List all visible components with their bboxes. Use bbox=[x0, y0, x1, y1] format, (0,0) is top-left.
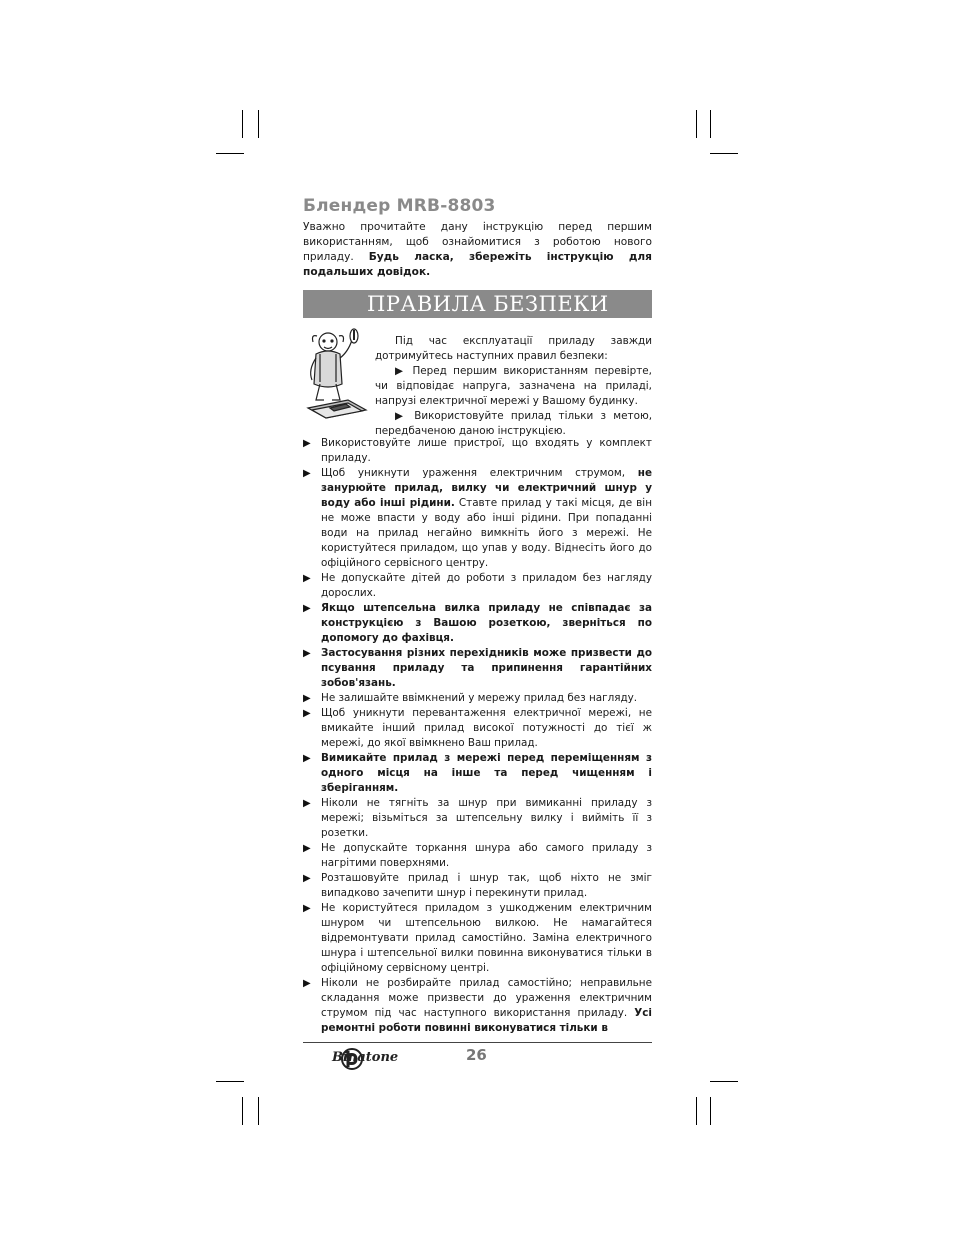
triangle-right-icon: ▶ bbox=[303, 693, 311, 704]
triangle-right-icon: ▶ bbox=[303, 798, 311, 809]
list-item: ▶ Ніколи не тягніть за шнур при вимиканні приладу з мережі; візьміться за штепсельну вилку і вийміть її з розетки. bbox=[303, 797, 652, 839]
list-item: ▶ Застосування різних перехідників може призвести до псування приладу та припинення гарантійних зобов'язань. bbox=[303, 647, 652, 689]
triangle-right-icon: ▶ bbox=[303, 603, 311, 614]
crop-mark bbox=[710, 1097, 711, 1125]
intro-paragraph bbox=[303, 220, 652, 280]
triangle-right-icon: ▶ bbox=[303, 573, 311, 584]
list-item: ▶ Якщо штепсельна вилка приладу не співпадає за конструкцією з Вашою розеткою, зверніться по допомогу до фахівця. bbox=[303, 602, 652, 644]
intro-bold-note: Будь ласка, збережіть інструкцію для подальших довідок. bbox=[303, 251, 652, 278]
page-title: Блендер MRB-8803 bbox=[303, 196, 496, 216]
crop-mark bbox=[710, 1081, 738, 1082]
lead-item: ▶ Перед першим використанням перевірте, чи відповідає напруга, зазначена на приладі, напрузі електричної мережі у Вашому будинку. bbox=[375, 365, 652, 407]
intro-text: Уважно прочитайте дану інструкцію перед першим використанням, щоб ознайомитися з роботою нового приладу. bbox=[303, 221, 652, 263]
page-number: 26 bbox=[466, 1046, 487, 1064]
list-item: ▶ Не допускайте дітей до роботи з приладом без нагляду дорослих. bbox=[303, 572, 652, 599]
triangle-right-icon: ▶ bbox=[303, 438, 311, 449]
crop-mark bbox=[258, 110, 259, 138]
list-item: ▶ Не користуйтеся приладом з ушкодженим електричним шнуром чи штепсельною вилкою. Не намагайтеся відремонтувати прилад самостійно. Заміна електричного шнура і штепсельної вилки повинна виконуватися тільки в офіційному сервісному центрі. bbox=[303, 902, 652, 974]
safety-mascot-illustration bbox=[300, 324, 374, 424]
triangle-right-icon: ▶ bbox=[303, 903, 311, 914]
lead-item: ▶ Використовуйте прилад тільки з метою, передбаченою даною інструкцією. bbox=[375, 410, 652, 437]
triangle-right-icon: ▶ bbox=[303, 978, 311, 989]
list-item: ▶ Щоб уникнути ураження електричним струмом, не занурюйте прилад, вилку чи електричний шнур у воду або інші рідини. Ставте прилад у такі місця, де він не може впасти у воду або інші рідини. При попаданні води на прилад негайно вимкніть його з мережі. Не користуйтеся приладом, що упав у воду. Віднесіть його до офіційного сервісного центру. bbox=[303, 467, 652, 569]
triangle-right-icon: ▶ bbox=[303, 753, 311, 764]
list-item: ▶ Щоб уникнути перевантаження електричної мережі, не вмикайте інший прилад високої потужності до тієї ж мережі, до якої ввімкнено Ваш прилад. bbox=[303, 707, 652, 749]
crop-mark bbox=[258, 1097, 259, 1125]
section-title: ПРАВИЛА БЕЗПЕКИ bbox=[303, 290, 652, 318]
list-item: ▶ Ніколи не розбирайте прилад самостійно; неправильне складання може призвести до ураження електричним струмом під час наступного використання приладу. Усі ремонтні роботи повинні виконуватися тільки в bbox=[303, 977, 652, 1034]
triangle-right-icon: ▶ bbox=[303, 468, 311, 479]
crop-mark bbox=[696, 1097, 697, 1125]
list-item: ▶ Розташовуйте прилад і шнур так, щоб ніхто не зміг випадково зачепити шнур і перекинути прилад. bbox=[303, 872, 652, 899]
list-item: ▶ Не допускайте торкання шнура або самого приладу з нагрітими поверхнями. bbox=[303, 842, 652, 869]
list-item: ▶ Не залишайте ввімкнений у мережу прилад без нагляду. bbox=[303, 692, 638, 704]
crop-mark bbox=[216, 1081, 244, 1082]
lead-intro: Під час експлуатації приладу завжди дотримуйтесь наступних правил безпеки: bbox=[375, 335, 652, 362]
lead-block bbox=[375, 334, 652, 439]
list-item: ▶ Вимикайте прилад з мережі перед переміщенням з одного місця на інше та перед чищенням і зберіганням. bbox=[303, 752, 652, 794]
safety-rules-list bbox=[303, 436, 652, 1036]
triangle-right-icon: ▶ bbox=[303, 708, 311, 719]
crop-mark bbox=[242, 110, 243, 138]
crop-mark bbox=[216, 153, 244, 154]
crop-mark bbox=[710, 110, 711, 138]
footer-divider bbox=[303, 1042, 652, 1043]
crop-mark bbox=[242, 1097, 243, 1125]
list-item: ▶ Використовуйте лише пристрої, що входять у комплект приладу. bbox=[303, 437, 652, 464]
triangle-right-icon: ▶ bbox=[395, 365, 407, 377]
crop-mark bbox=[710, 153, 738, 154]
crop-mark bbox=[696, 110, 697, 138]
triangle-right-icon: ▶ bbox=[303, 648, 311, 659]
triangle-right-icon: ▶ bbox=[303, 873, 311, 884]
triangle-right-icon: ▶ bbox=[303, 843, 311, 854]
triangle-right-icon: ▶ bbox=[395, 410, 407, 422]
brand-name: Binatone bbox=[332, 1050, 399, 1065]
